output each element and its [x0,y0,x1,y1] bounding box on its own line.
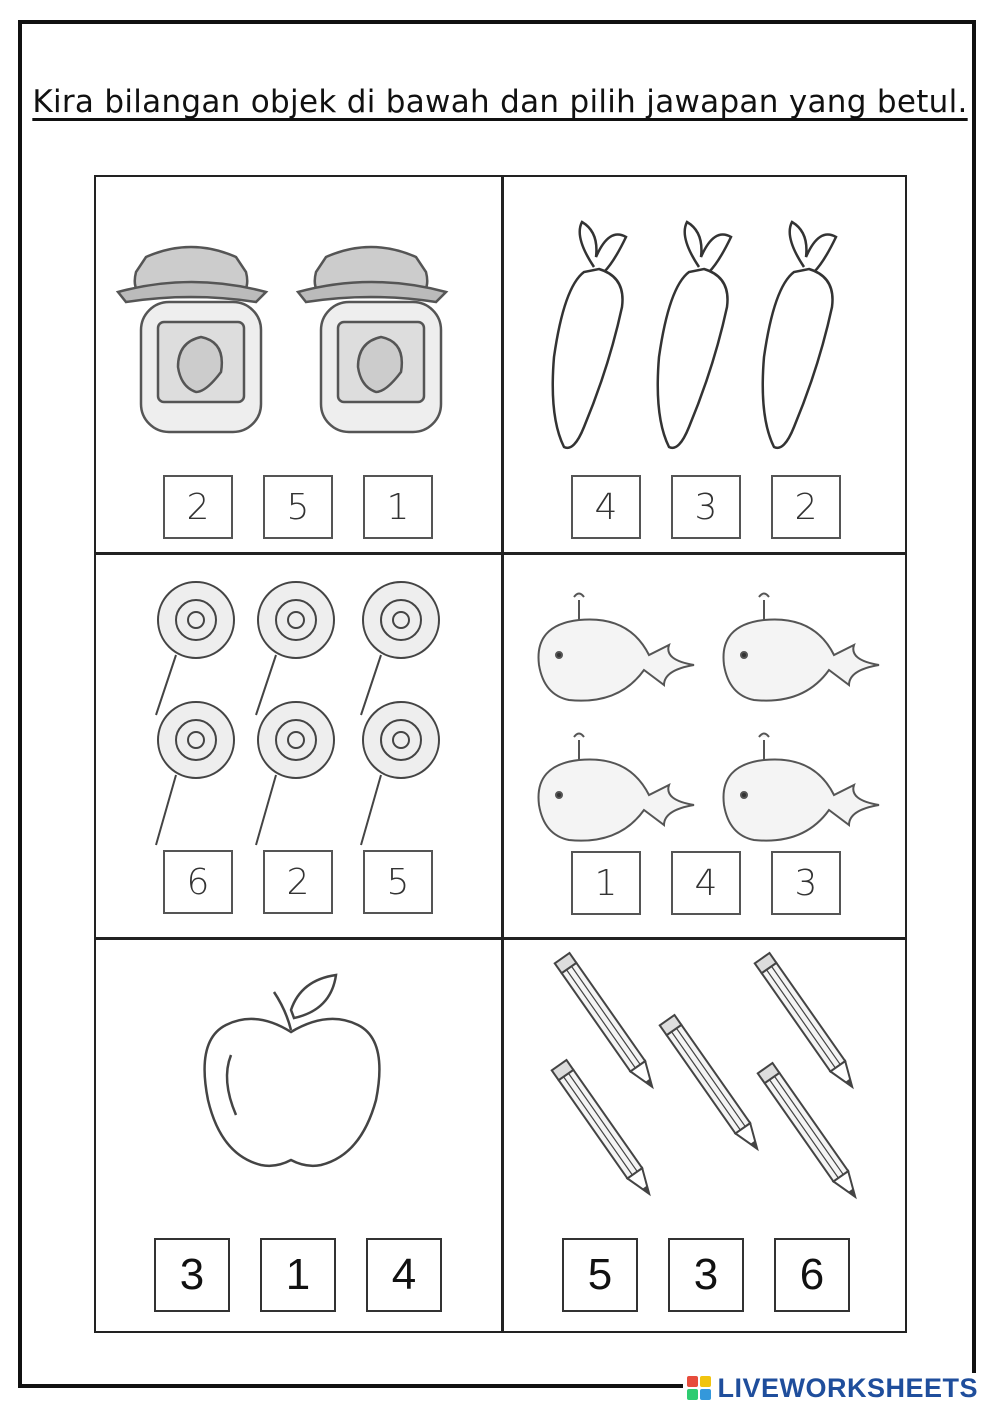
answer-option[interactable]: 5 [263,475,333,539]
answer-option[interactable]: 1 [363,475,433,539]
answer-option[interactable]: 6 [163,850,233,914]
whale-icon [539,734,695,841]
answer-option[interactable]: 1 [260,1238,336,1312]
answer-option[interactable]: 1 [571,851,641,915]
answer-options [504,475,908,539]
question-grid [94,175,907,1333]
carrot-icon [763,222,836,448]
question-lollipops [96,555,500,937]
liveworksheets-logo[interactable] [683,1373,982,1403]
whale-icon [724,594,880,701]
answer-option[interactable]: 4 [571,475,641,539]
answer-options [96,850,500,914]
answer-option[interactable]: 2 [263,850,333,914]
lollipop-icon [361,582,439,715]
answer-option[interactable]: 5 [562,1238,638,1312]
logo-mark-icon [687,1376,711,1400]
question-jam-jars [96,177,500,553]
answer-option[interactable]: 3 [771,851,841,915]
lollipop-icon [256,702,334,845]
answer-options [96,475,500,539]
instruction-title: Kira bilangan objek di bawah dan pilih jawapan yang betul. [32,84,968,120]
answer-option[interactable]: 2 [771,475,841,539]
answer-option[interactable]: 2 [163,475,233,539]
logo-text: LIVEWORKSHEETS [717,1372,978,1403]
answer-options [504,1238,908,1312]
question-pencils [504,940,908,1333]
whale-icon [539,594,695,701]
apple-icon [205,975,380,1166]
answer-option[interactable]: 4 [671,851,741,915]
answer-option[interactable]: 3 [671,475,741,539]
carrot-icon [553,222,626,448]
pencil-icon [660,1015,765,1154]
lollipop-icon [361,702,439,845]
jam-jar-icon [298,247,446,432]
whale-icon [724,734,880,841]
answer-options [96,1238,500,1312]
answer-option[interactable]: 6 [774,1238,850,1312]
answer-option[interactable]: 4 [366,1238,442,1312]
answer-option[interactable]: 3 [154,1238,230,1312]
jam-jar-icon [118,247,266,432]
answer-option[interactable]: 5 [363,850,433,914]
answer-option[interactable]: 3 [668,1238,744,1312]
carrot-icon [658,222,731,448]
question-apple [96,940,500,1333]
answer-options [504,851,908,915]
question-whales [504,555,908,937]
question-carrots [504,177,908,553]
lollipop-icon [156,702,234,845]
pencil-icon [552,1060,657,1199]
lollipop-icon [256,582,334,715]
lollipop-icon [156,582,234,715]
